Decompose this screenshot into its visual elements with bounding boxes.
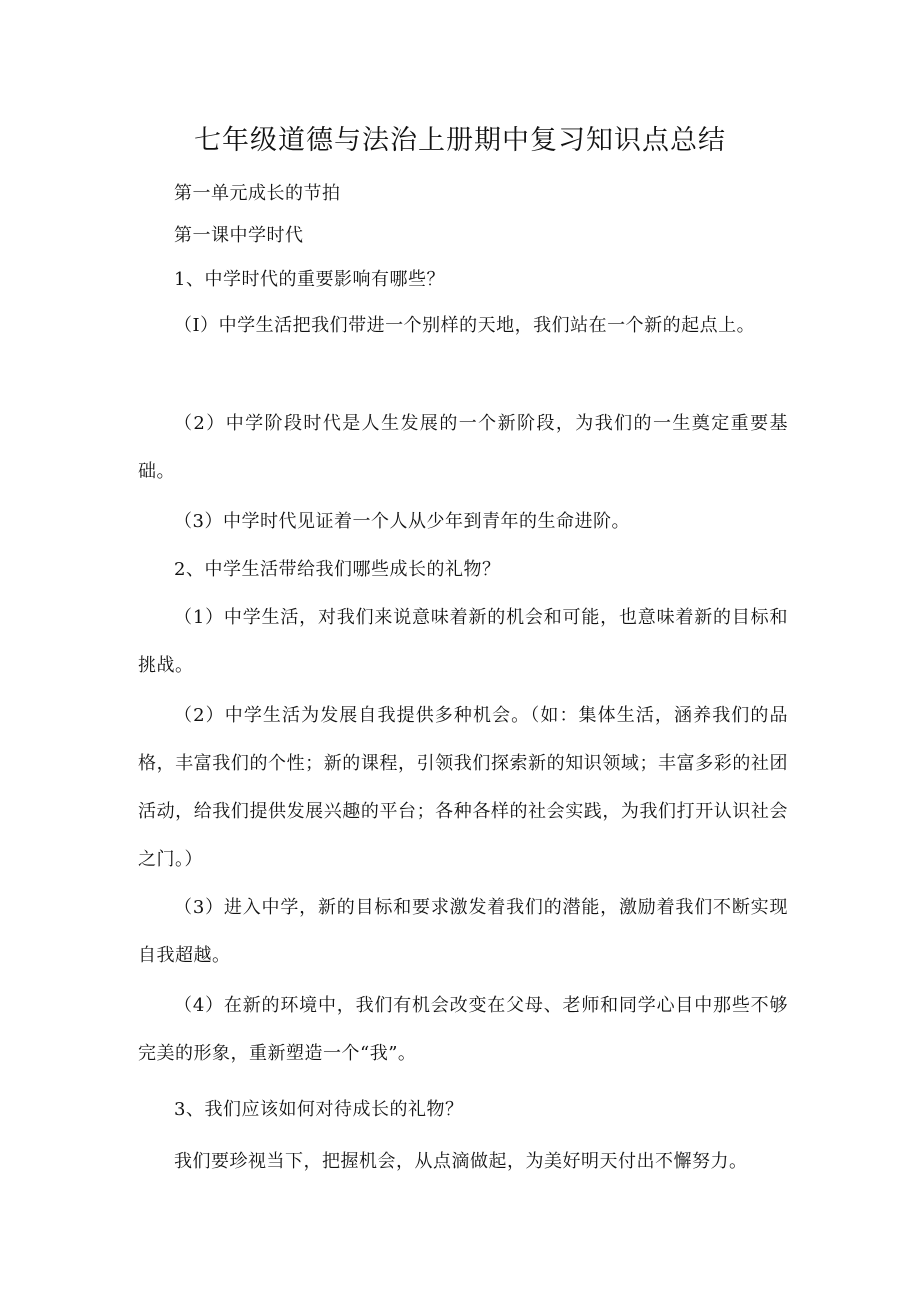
answer-2-point-4: （4）在新的环境中，我们有机会改变在父母、老师和同学心目中那些不够完美的形象，重新塑造一个“我”。 — [138, 995, 788, 1064]
answer-1-point-2: （2）中学阶段时代是人生发展的一个新阶段，为我们的一生奠定重要基础。 — [138, 413, 788, 482]
question-2-heading: 2、中学生活带给我们哪些成长的礼物？ — [174, 559, 501, 580]
question-3-heading: 3、我们应该如何对待成长的礼物？ — [174, 1099, 464, 1120]
answer-2-point-2: （2）中学生活为发展自我提供多种机会。（如：集体生活，涵养我们的品格，丰富我们的个性；新的课程，引领我们探索新的知识领域；丰富多彩的社团活动，给我们提供发展兴趣的平台；各种各样的社会实践，为我们打开认识社会之门。） — [138, 705, 788, 870]
lesson-heading: 第一课中学时代 — [174, 225, 304, 246]
unit-heading: 第一单元成长的节拍 — [174, 183, 341, 204]
document-title: 七年级道德与法治上册期中复习知识点总结 — [194, 125, 726, 156]
question-1-heading: 1、中学时代的重要影响有哪些？ — [174, 269, 445, 290]
answer-1-point-1: （I）中学生活把我们带进一个别样的天地，我们站在一个新的起点上。 — [174, 315, 756, 336]
answer-2-point-3: （3）进入中学，新的目标和要求激发着我们的潜能，激励着我们不断实现自我超越。 — [138, 897, 788, 966]
answer-3-text: 我们要珍视当下，把握机会，从点滴做起，为美好明天付出不懈努力。 — [174, 1151, 748, 1172]
answer-2-point-1: （1）中学生活，对我们来说意味着新的机会和可能，也意味着新的目标和挑战。 — [138, 607, 788, 676]
answer-1-point-3: （3）中学时代见证着一个人从少年到青年的生命进阶。 — [174, 511, 630, 532]
